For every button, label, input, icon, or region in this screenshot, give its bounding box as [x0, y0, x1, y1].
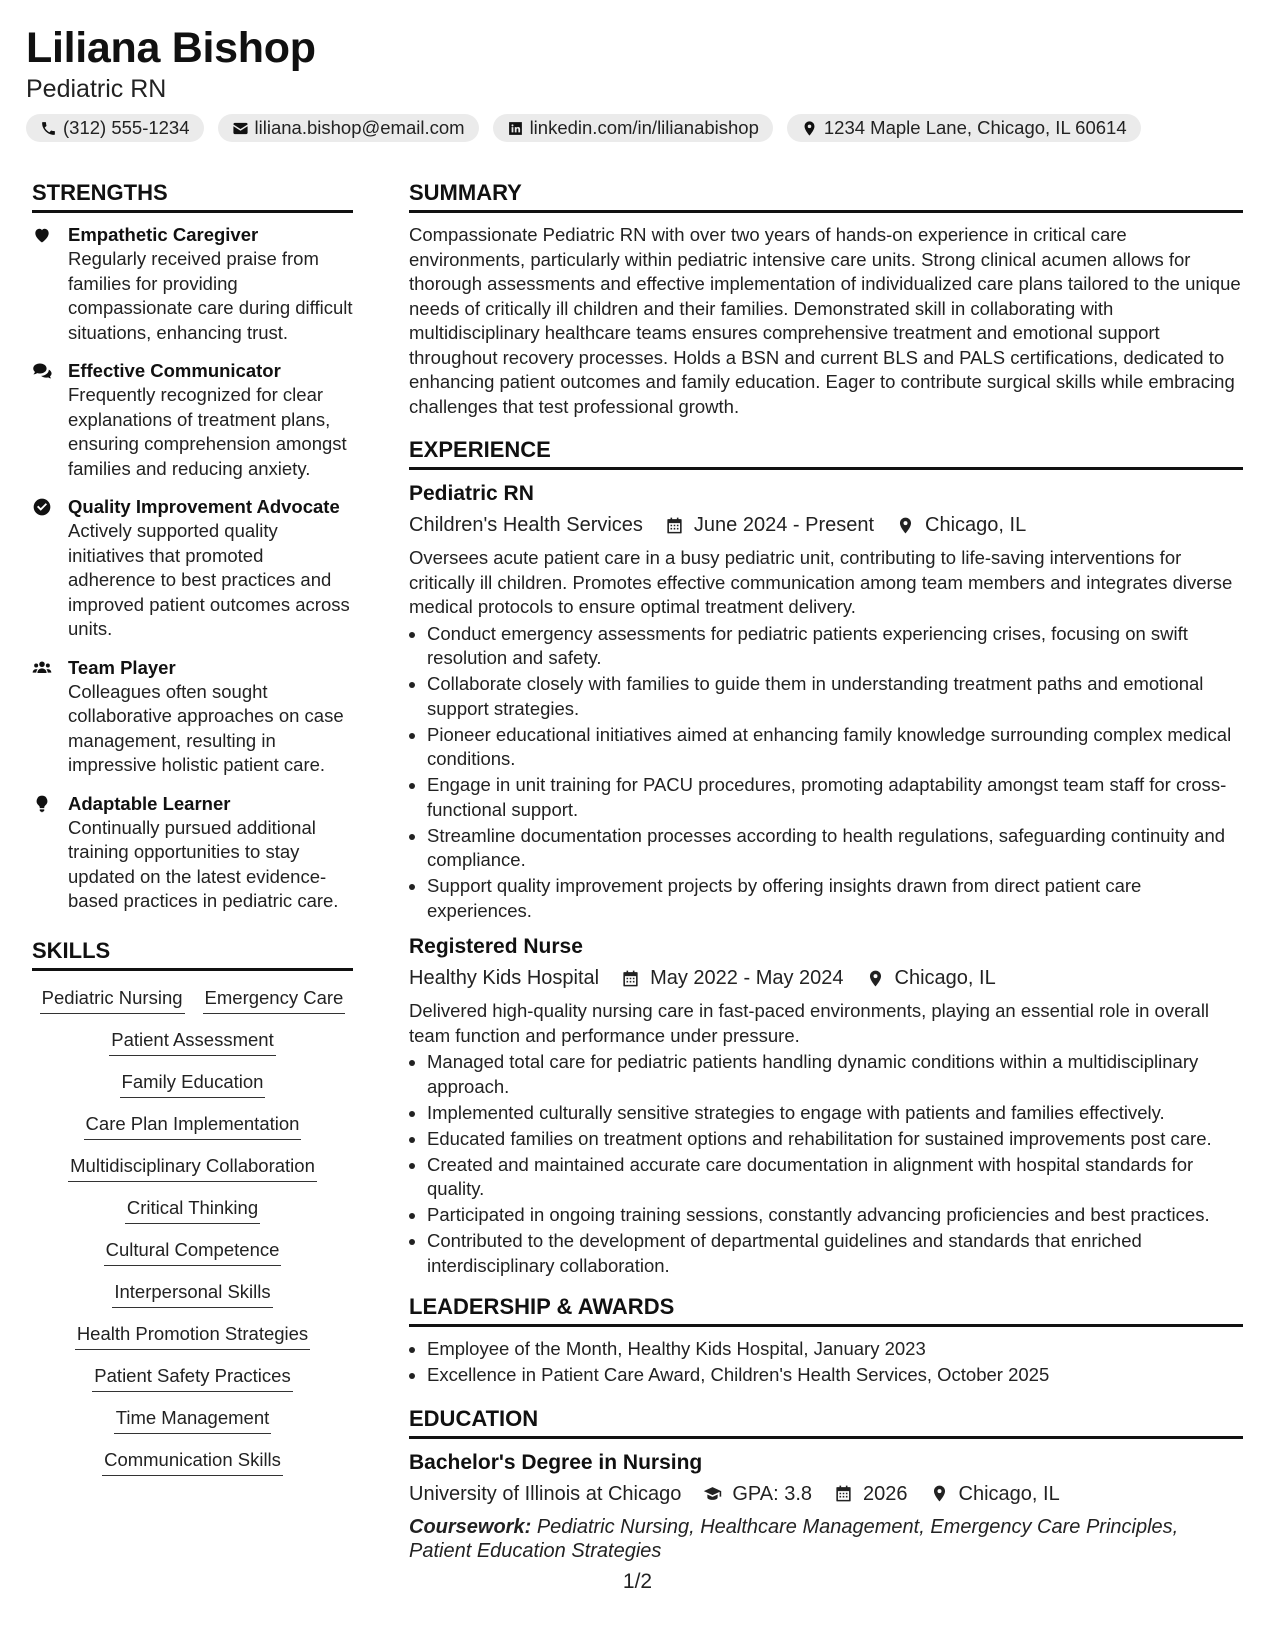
phone-text: (312) 555-1234 — [63, 117, 190, 138]
page-number: 1/2 — [622, 1570, 653, 1593]
address-text: 1234 Maple Lane, Chicago, IL 60614 — [823, 117, 1127, 138]
job-location: Chicago, IL — [894, 967, 996, 989]
lightbulb-icon — [32, 794, 52, 814]
school-name: University of Illinois at Chicago — [409, 1482, 682, 1505]
skill-tag: Communication Skills — [102, 1447, 283, 1476]
awards-list — [409, 1337, 1243, 1388]
gpa-text: GPA: 3.8 — [732, 1482, 813, 1505]
job-description: Delivered high-quality nursing care in fast-paced environments, playing an essential role in overall team function and performance under pressure. — [409, 1000, 1210, 1046]
job-meta — [409, 510, 1243, 540]
candidate-name: Liliana Bishop — [26, 24, 316, 72]
job-bullet: • Pioneer educational initiatives aimed at enhancing family knowledge surrounding complex medical conditions. — [427, 723, 1243, 772]
skills-heading: SKILLS — [32, 936, 353, 971]
strength-desc: Colleagues often sought collaborative approaches on case management, resulting in impressive holistic patient care. — [68, 680, 344, 775]
job-meta — [409, 963, 1243, 993]
job-bullet: • Streamline documentation processes according to health regulations, safeguarding continuity and compliance. — [427, 824, 1243, 873]
strength-item — [32, 223, 353, 345]
envelope-icon — [232, 120, 249, 137]
skill-tag: Critical Thinking — [125, 1195, 260, 1224]
job-bullet: • Educated families on treatment options and rehabilitation for sustained improvements post care. — [427, 1127, 1243, 1152]
education-heading: EDUCATION — [409, 1404, 1243, 1439]
calendar-icon — [665, 516, 684, 535]
left-column — [32, 178, 353, 1476]
job-bullet: • Contributed to the development of departmental guidelines and standards that enriched interdisciplinary collaboration. — [427, 1229, 1243, 1278]
coursework-text: Pediatric Nursing, Healthcare Management, Emergency Care Principles, Patient Education Strategies — [409, 1515, 1179, 1562]
job-bullet: • Implemented culturally sensitive strategies to engage with patients and families effectively. — [427, 1101, 1243, 1126]
strength-desc: Frequently recognized for clear explanations of treatment plans, ensuring comprehension amongst families and reducing anxiety. — [68, 384, 347, 479]
job-dates: June 2024 - Present — [693, 514, 875, 536]
map-marker-icon — [896, 516, 915, 535]
job-bullet: • Engage in unit training for PACU procedures, promoting adaptability amongst team staff for cross-functional support. — [427, 773, 1243, 822]
job-title: Registered Nurse — [409, 935, 583, 958]
graduation-cap-icon — [703, 1484, 722, 1503]
strengths-heading: STRENGTHS — [32, 178, 353, 213]
skill-tag: Patient Safety Practices — [92, 1363, 292, 1392]
job-bullet: • Managed total care for pediatric patients handling dynamic conditions within a multidisciplinary approach. — [427, 1050, 1243, 1099]
job-bullet: • Collaborate closely with families to guide them in understanding treatment paths and emotional support strategies. — [427, 672, 1243, 721]
award-item: • Employee of the Month, Healthy Kids Hospital, January 2023 — [427, 1337, 1243, 1362]
job-company: Children's Health Services — [409, 514, 643, 536]
phone-icon — [40, 120, 57, 137]
map-marker-icon — [930, 1484, 949, 1503]
skill-tag: Patient Assessment — [109, 1027, 275, 1056]
skill-tag: Pediatric Nursing — [40, 985, 185, 1014]
check-circle-icon — [32, 497, 52, 517]
linkedin-icon — [507, 120, 524, 137]
skill-tag: Interpersonal Skills — [112, 1279, 272, 1308]
skill-tag: Emergency Care — [203, 985, 346, 1014]
candidate-title: Pediatric RN — [26, 75, 167, 103]
strength-title: Empathetic Caregiver — [68, 224, 259, 245]
job-bullets — [409, 1050, 1243, 1278]
strength-item — [32, 656, 353, 778]
job-bullet: • Conduct emergency assessments for pediatric patients experiencing crises, focusing on swift resolution and safety. — [427, 622, 1243, 671]
strength-title: Quality Improvement Advocate — [68, 496, 340, 517]
experience-heading: EXPERIENCE — [409, 435, 1243, 470]
awards-heading: LEADERSHIP & AWARDS — [409, 1292, 1243, 1327]
resume-header — [26, 22, 1249, 142]
coursework-label: Coursework: — [409, 1515, 532, 1538]
job-bullet: • Created and maintained accurate care documentation in alignment with hospital standards for quality. — [427, 1153, 1243, 1202]
education-location: Chicago, IL — [958, 1482, 1060, 1505]
contact-phone[interactable] — [26, 114, 204, 142]
right-column — [409, 178, 1243, 1564]
calendar-icon — [834, 1484, 853, 1503]
job-company: Healthy Kids Hospital — [409, 967, 600, 989]
job-title: Pediatric RN — [409, 482, 534, 505]
skills-list — [32, 985, 353, 1476]
users-icon — [32, 658, 52, 678]
contact-bar — [26, 114, 1249, 142]
strength-desc: Continually pursued additional training opportunities to stay updated on the latest evidence-based practices in pediatric care. — [68, 816, 339, 911]
graduation-year: 2026 — [863, 1482, 908, 1505]
summary-heading: SUMMARY — [409, 178, 1243, 213]
skill-tag: Care Plan Implementation — [84, 1111, 302, 1140]
award-item: • Excellence in Patient Care Award, Children's Health Services, October 2025 — [427, 1363, 1243, 1388]
heart-icon — [32, 225, 52, 245]
strength-item — [32, 359, 353, 481]
strength-item — [32, 792, 353, 914]
linkedin-text: linkedin.com/in/lilianabishop — [529, 117, 759, 138]
contact-linkedin[interactable] — [493, 114, 773, 142]
strength-item — [32, 495, 353, 642]
skill-tag: Family Education — [120, 1069, 266, 1098]
skill-tag: Cultural Competence — [104, 1237, 282, 1266]
job-location: Chicago, IL — [925, 514, 1027, 536]
strength-title: Adaptable Learner — [68, 792, 231, 814]
job-entry — [409, 933, 1243, 1278]
strength-title: Effective Communicator — [68, 360, 281, 381]
job-bullets — [409, 622, 1243, 924]
contact-address[interactable] — [787, 114, 1141, 142]
strength-desc: Actively supported quality initiatives that promoted adherence to best practices and improved patient outcomes across units. — [68, 520, 350, 639]
job-dates: May 2022 - May 2024 — [650, 967, 844, 989]
calendar-icon — [621, 969, 640, 988]
skill-tag: Multidisciplinary Collaboration — [68, 1153, 317, 1182]
strength-desc: Regularly received praise from families for providing compassionate care during difficult situations, enhancing trust. — [68, 248, 353, 343]
contact-email[interactable] — [218, 114, 479, 142]
skill-tag: Time Management — [114, 1405, 272, 1434]
comments-icon — [32, 361, 52, 381]
job-bullet: • Support quality improvement projects by offering insights drawn from direct patient care experiences. — [427, 874, 1243, 923]
education-entry — [409, 1449, 1243, 1564]
job-description: Oversees acute patient care in a busy pediatric unit, contributing to life-saving interventions for critically ill children. Promotes effective communication among team members and integrates diverse medical protocols to ensure optimal treatment delivery. — [409, 547, 1233, 617]
map-marker-icon — [801, 120, 818, 137]
job-entry — [409, 480, 1243, 923]
map-marker-icon — [866, 969, 885, 988]
degree-title: Bachelor's Degree in Nursing — [409, 1450, 703, 1474]
summary-text: Compassionate Pediatric RN with over two years of hands-on experience in critical care environments, particularly within pediatric intensive care units. Strong clinical acumen allows for thorough assessments and effective implementation of individualized care plans tailored to the unique needs of critically ill children and their families. Demonstrated skill in collaborating with multidisciplinary healthcare teams ensures comprehensive treatment and emotional support throughout recovery processes. Holds a BSN and current BLS and PALS certifications, dedicated to enhancing patient outcomes and family education. Eager to contribute surgical skills while embracing challenges that test professional growth. — [409, 224, 1241, 417]
coursework — [409, 1515, 1243, 1564]
skill-tag: Health Promotion Strategies — [75, 1321, 310, 1350]
email-text: liliana.bishop@email.com — [254, 117, 465, 138]
education-meta — [409, 1479, 1243, 1509]
job-bullet: • Participated in ongoing training sessions, constantly advancing proficiencies and best practices. — [427, 1203, 1243, 1228]
strength-title: Team Player — [68, 656, 176, 678]
